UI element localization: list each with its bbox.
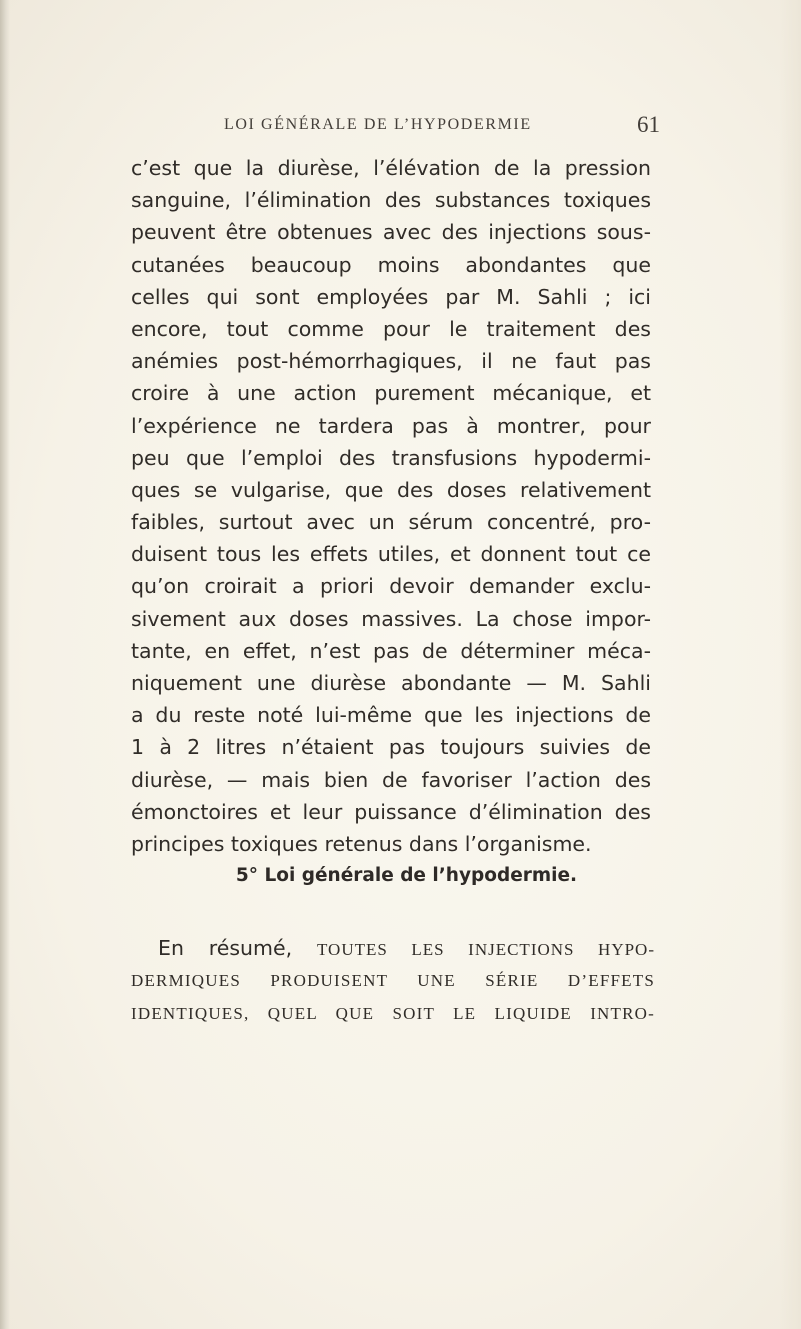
running-head — [0, 112, 801, 146]
text-line: peu que l’emploi des transfusions hypodermi- — [131, 445, 651, 470]
text-line: celles qui sont employées par M. Sahli ; ici — [131, 284, 651, 309]
running-title: LOI GÉNÉRALE DE L’HYPODERMIE — [224, 116, 532, 133]
text-line: niquement une diurèse abondante — M. Sahli — [131, 671, 651, 695]
text-line: encore, tout comme pour le traitement des — [131, 316, 651, 341]
text-line: anémies post-hémorrhagiques, il ne faut pas — [131, 349, 651, 374]
text-line: qu’on croirait a priori devoir demander exclu- — [131, 574, 651, 599]
text-line: a du reste noté lui-même que les injections de — [131, 703, 651, 728]
text-line: l’expérience ne tardera pas à montrer, pour — [131, 413, 651, 438]
text-line: ques se vulgarise, que des doses relativement — [131, 477, 651, 502]
text-line: sivement aux doses massives. La chose impor- — [131, 606, 651, 631]
conclusion-paragraph — [131, 932, 655, 1030]
text-line: croire à une action purement mécanique, et — [131, 381, 651, 406]
text-line: peuvent être obtenues avec des injections sous- — [131, 220, 651, 245]
conclusion-first-line — [131, 932, 655, 964]
conclusion-lead: En résumé, — [158, 936, 293, 960]
page-right-edge — [779, 0, 801, 1329]
main-paragraph — [131, 152, 651, 860]
text-line: émonctoires et leur puissance d’élimination des — [131, 799, 651, 824]
page-number: 61 — [637, 112, 660, 137]
text-line: tante, en effet, n’est pas de déterminer méca- — [131, 638, 651, 663]
text-line: c’est que la diurèse, l’élévation de la pression — [131, 156, 651, 180]
text-line: faibles, surtout avec un sérum concentré, pro- — [131, 510, 651, 535]
conclusion-line: IDENTIQUES, QUEL QUE SOIT LE LIQUIDE INTRO- — [131, 1004, 655, 1023]
conclusion-line: DERMIQUES PRODUISENT UNE SÉRIE D’EFFETS — [131, 971, 655, 990]
page-gutter-shadow — [0, 0, 10, 1329]
text-line: cutanées beaucoup moins abondantes que — [131, 252, 651, 277]
conclusion-caps: TOUTES LES INJECTIONS HYPO- — [316, 940, 655, 959]
text-line: diurèse, — mais bien de favoriser l’action des — [131, 767, 651, 792]
section-heading: 5° Loi générale de l’hypodermie. — [235, 865, 578, 886]
text-line: 1 à 2 litres n’étaient pas toujours suivies de — [131, 735, 651, 760]
text-line: sanguine, l’élimination des substances toxiques — [131, 188, 651, 213]
text-line: principes toxiques retenus dans l’organisme. — [131, 831, 592, 856]
text-line: duisent tous les effets utiles, et donnent tout ce — [131, 542, 651, 567]
